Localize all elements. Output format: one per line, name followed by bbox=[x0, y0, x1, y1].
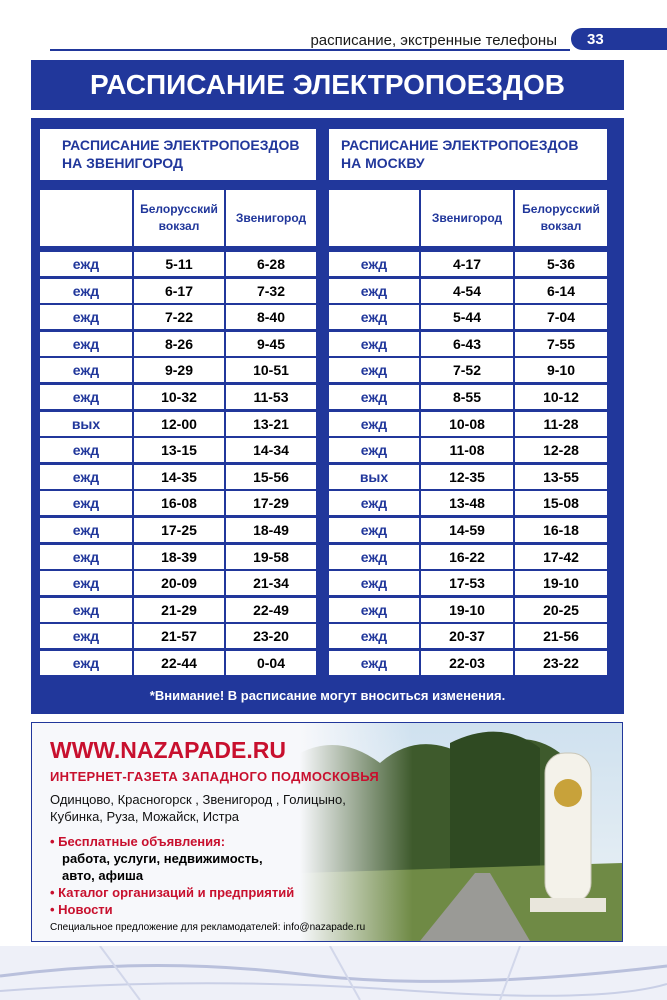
departure-time-cell: 6-17 bbox=[132, 279, 224, 303]
table-row bbox=[329, 571, 607, 595]
day-type-cell: вых bbox=[71, 415, 101, 432]
departure-time-cell: 4-17 bbox=[419, 252, 513, 276]
departure-time-cell: 12-35 bbox=[419, 465, 513, 489]
day-type-cell: ежд bbox=[360, 548, 388, 565]
day-type-cell: ежд bbox=[72, 495, 100, 512]
towns-line: Кубинка, Руза, Можайск, Истра bbox=[50, 809, 240, 824]
list-item-detail: работа, услуги, недвижимость, bbox=[62, 851, 263, 866]
departure-time-cell: 22-03 bbox=[419, 651, 513, 675]
departure-time-cell: 22-44 bbox=[132, 651, 224, 675]
arrival-time-cell: 20-25 bbox=[513, 598, 607, 622]
day-type-cell: ежд bbox=[360, 309, 388, 326]
arrival-time-cell: 16-18 bbox=[513, 518, 607, 542]
table-row bbox=[329, 438, 607, 462]
departure-time-cell: 10-32 bbox=[132, 385, 224, 409]
arrival-time-cell: 18-49 bbox=[224, 518, 316, 542]
column-header-line: Звенигород bbox=[431, 210, 503, 225]
departure-time-cell: 10-08 bbox=[419, 412, 513, 436]
map-decoration bbox=[0, 946, 667, 1000]
table-header-row bbox=[40, 190, 316, 246]
table-row bbox=[329, 252, 607, 276]
day-type-cell: ежд bbox=[360, 335, 388, 352]
departure-time-cell: 8-26 bbox=[132, 332, 224, 356]
table-row bbox=[40, 332, 316, 356]
table-row bbox=[329, 358, 607, 382]
day-type-cell: ежд bbox=[72, 628, 100, 645]
table-row bbox=[40, 545, 316, 569]
table-row bbox=[40, 624, 316, 648]
ad-feature-list bbox=[50, 833, 294, 918]
day-type-cell: ежд bbox=[360, 495, 388, 512]
arrival-time-cell: 9-10 bbox=[513, 358, 607, 382]
table-row bbox=[329, 305, 607, 329]
departure-time-cell: 17-53 bbox=[419, 571, 513, 595]
day-type-cell: ежд bbox=[72, 389, 100, 405]
day-type-cell: ежд bbox=[72, 548, 100, 565]
table-row bbox=[40, 465, 316, 489]
table-row bbox=[329, 624, 607, 648]
departure-time-cell: 18-39 bbox=[132, 545, 224, 569]
departure-time-cell: 16-08 bbox=[132, 491, 224, 515]
arrival-time-cell: 5-36 bbox=[513, 252, 607, 276]
heading-line: РАСПИСАНИЕ ЭЛЕКТРОПОЕЗДОВ bbox=[62, 137, 300, 153]
table-row bbox=[329, 279, 607, 303]
column-header bbox=[513, 190, 607, 246]
page-number: 33 bbox=[571, 28, 667, 50]
table-row bbox=[40, 385, 316, 409]
timetable-to-zvenigorod bbox=[40, 190, 316, 684]
table-row bbox=[329, 651, 607, 675]
day-type-cell: ежд bbox=[360, 362, 388, 379]
departure-time-cell: 20-37 bbox=[419, 624, 513, 648]
table-row bbox=[329, 518, 607, 542]
column-header bbox=[419, 190, 513, 246]
arrival-time-cell: 17-29 bbox=[224, 491, 316, 515]
arrival-time-cell: 7-55 bbox=[513, 332, 607, 356]
table-row bbox=[40, 438, 316, 462]
ad-contact: Специальное предложение для рекламодателей: info@nazapade.ru bbox=[50, 922, 366, 933]
day-type-cell: ежд bbox=[72, 282, 100, 299]
arrival-time-cell: 11-53 bbox=[224, 385, 316, 409]
arrival-time-cell: 9-45 bbox=[224, 332, 316, 356]
departure-time-cell: 7-22 bbox=[132, 305, 224, 329]
ad-tagline: ИНТЕРНЕТ-ГАЗЕТА ЗАПАДНОГО ПОДМОСКОВЬЯ bbox=[50, 769, 380, 784]
table-header-row bbox=[329, 190, 607, 246]
schedule-panel bbox=[31, 118, 624, 714]
arrival-time-cell: 6-28 bbox=[224, 252, 316, 276]
heading-line: РАСПИСАНИЕ ЭЛЕКТРОПОЕЗДОВ bbox=[341, 137, 579, 153]
day-type-cell: ежд bbox=[360, 415, 388, 432]
schedule-heading-zvenigorod bbox=[40, 129, 316, 180]
list-item-detail: авто, афиша bbox=[62, 868, 144, 883]
day-type-cell: ежд bbox=[360, 601, 388, 618]
departure-time-cell: 11-08 bbox=[419, 438, 513, 462]
page-header bbox=[0, 28, 667, 52]
departure-time-cell: 7-52 bbox=[419, 358, 513, 382]
arrival-time-cell: 13-55 bbox=[513, 465, 607, 489]
table-row bbox=[329, 465, 607, 489]
day-type-cell: ежд bbox=[72, 256, 100, 272]
list-item: • Каталог организаций и предприятий bbox=[50, 885, 295, 900]
arrival-time-cell: 19-58 bbox=[224, 545, 316, 569]
table-row bbox=[40, 651, 316, 675]
day-type-cell: ежд bbox=[72, 468, 100, 485]
arrival-time-cell: 6-14 bbox=[513, 279, 607, 303]
day-type-cell: ежд bbox=[360, 575, 388, 592]
departure-time-cell: 5-44 bbox=[419, 305, 513, 329]
day-type-cell: ежд bbox=[360, 442, 388, 459]
departure-time-cell: 21-29 bbox=[132, 598, 224, 622]
departure-time-cell: 14-35 bbox=[132, 465, 224, 489]
table-row bbox=[40, 491, 316, 515]
schedule-notice: *Внимание! В расписание могут вноситься изменения. bbox=[149, 688, 506, 703]
departure-time-cell: 8-55 bbox=[419, 385, 513, 409]
arrival-time-cell: 13-21 bbox=[224, 412, 316, 436]
table-row bbox=[40, 571, 316, 595]
arrival-time-cell: 22-49 bbox=[224, 598, 316, 622]
arrival-time-cell: 19-10 bbox=[513, 571, 607, 595]
departure-time-cell: 13-15 bbox=[132, 438, 224, 462]
heading-line: НА МОСКВУ bbox=[341, 155, 425, 171]
departure-time-cell: 19-10 bbox=[419, 598, 513, 622]
table-row bbox=[40, 252, 316, 276]
day-type-cell: ежд bbox=[360, 256, 388, 272]
departure-time-cell: 13-48 bbox=[419, 491, 513, 515]
table-row bbox=[329, 491, 607, 515]
arrival-time-cell: 11-28 bbox=[513, 412, 607, 436]
day-type-cell: ежд bbox=[72, 309, 100, 326]
arrival-time-cell: 14-34 bbox=[224, 438, 316, 462]
arrival-time-cell: 23-20 bbox=[224, 624, 316, 648]
day-type-cell: ежд bbox=[72, 601, 100, 618]
day-type-cell: ежд bbox=[72, 655, 100, 671]
table-row bbox=[329, 412, 607, 436]
arrival-time-cell: 17-42 bbox=[513, 545, 607, 569]
departure-time-cell: 20-09 bbox=[132, 571, 224, 595]
column-header-line: Белорусский bbox=[522, 202, 600, 216]
table-row bbox=[40, 412, 316, 436]
day-type-cell: ежд bbox=[72, 442, 100, 459]
day-type-cell: ежд bbox=[72, 522, 100, 538]
day-type-cell: ежд bbox=[360, 522, 388, 538]
departure-time-cell: 12-00 bbox=[132, 412, 224, 436]
table-row bbox=[329, 332, 607, 356]
day-type-cell: ежд bbox=[360, 655, 388, 671]
day-type-cell: ежд bbox=[360, 389, 388, 405]
day-column-header bbox=[329, 190, 419, 246]
arrival-time-cell: 21-34 bbox=[224, 571, 316, 595]
arrival-time-cell: 8-40 bbox=[224, 305, 316, 329]
section-title: расписание, экстренные телефоны bbox=[310, 32, 557, 49]
departure-time-cell: 17-25 bbox=[132, 518, 224, 542]
day-type-cell: вых bbox=[359, 468, 389, 485]
column-header-line: Звенигород bbox=[235, 210, 307, 225]
road-photo bbox=[300, 723, 622, 941]
column-header-line: Белорусский bbox=[140, 202, 218, 216]
day-type-cell: ежд bbox=[72, 362, 100, 379]
departure-time-cell: 5-11 bbox=[132, 252, 224, 276]
schedule-heading-moscow bbox=[329, 129, 607, 180]
day-type-cell: ежд bbox=[72, 335, 100, 352]
column-header-line: вокзал bbox=[158, 219, 200, 233]
arrival-time-cell: 7-32 bbox=[224, 279, 316, 303]
departure-time-cell: 6-43 bbox=[419, 332, 513, 356]
timetable-to-moscow bbox=[329, 190, 607, 684]
advertisement bbox=[31, 722, 623, 942]
column-header-line: вокзал bbox=[540, 219, 582, 233]
heading-line: НА ЗВЕНИГОРОД bbox=[62, 155, 183, 171]
table-row bbox=[329, 545, 607, 569]
arrival-time-cell: 23-22 bbox=[513, 651, 607, 675]
table-row bbox=[40, 358, 316, 382]
arrival-time-cell: 10-51 bbox=[224, 358, 316, 382]
table-row bbox=[40, 518, 316, 542]
day-type-cell: ежд bbox=[360, 628, 388, 645]
table-row bbox=[329, 598, 607, 622]
ad-towns bbox=[50, 791, 410, 825]
header-rule bbox=[50, 49, 570, 51]
day-type-cell: ежд bbox=[360, 282, 388, 299]
column-header bbox=[132, 190, 224, 246]
day-column-header bbox=[40, 190, 132, 246]
arrival-time-cell: 15-08 bbox=[513, 491, 607, 515]
towns-line: Одинцово, Красногорск , Звенигород , Голицыно, bbox=[50, 792, 346, 807]
page-title: РАСПИСАНИЕ ЭЛЕКТРОПОЕЗДОВ bbox=[31, 60, 624, 110]
arrival-time-cell: 7-04 bbox=[513, 305, 607, 329]
table-row bbox=[40, 598, 316, 622]
departure-time-cell: 9-29 bbox=[132, 358, 224, 382]
ad-url: WWW.NAZAPADE.RU bbox=[50, 737, 286, 763]
list-item: • Бесплатные объявления: bbox=[50, 834, 226, 849]
list-item: • Новости bbox=[50, 902, 113, 917]
table-row bbox=[40, 279, 316, 303]
arrival-time-cell: 21-56 bbox=[513, 624, 607, 648]
table-row bbox=[40, 305, 316, 329]
arrival-time-cell: 10-12 bbox=[513, 385, 607, 409]
day-type-cell: ежд bbox=[72, 575, 100, 592]
arrival-time-cell: 0-04 bbox=[224, 651, 316, 675]
departure-time-cell: 21-57 bbox=[132, 624, 224, 648]
arrival-time-cell: 15-56 bbox=[224, 465, 316, 489]
departure-time-cell: 14-59 bbox=[419, 518, 513, 542]
table-row bbox=[329, 385, 607, 409]
column-header bbox=[224, 190, 316, 246]
arrival-time-cell: 12-28 bbox=[513, 438, 607, 462]
departure-time-cell: 16-22 bbox=[419, 545, 513, 569]
departure-time-cell: 4-54 bbox=[419, 279, 513, 303]
